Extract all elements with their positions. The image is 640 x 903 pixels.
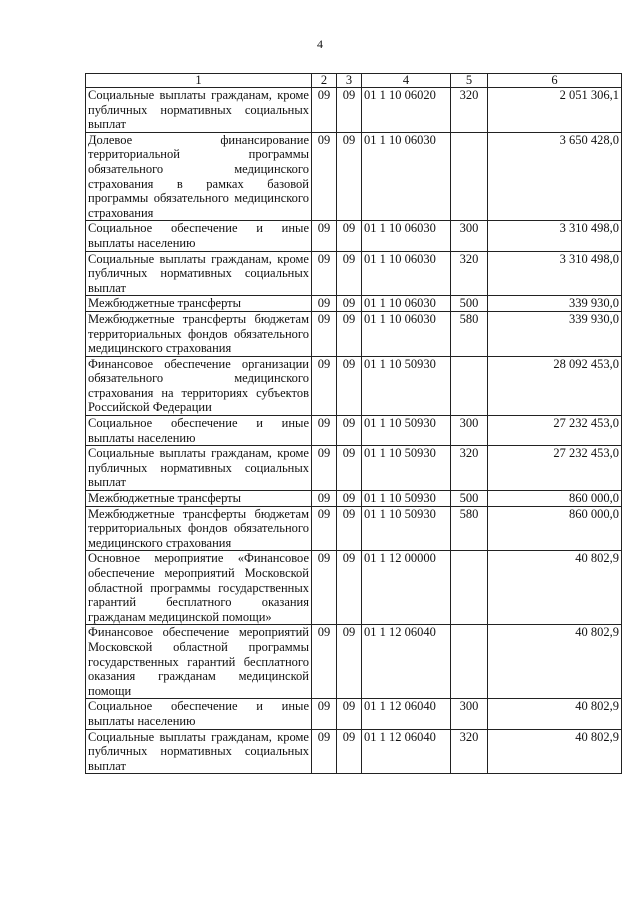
table-row — [86, 729, 622, 774]
table-row — [86, 416, 622, 446]
row-section: 09 — [312, 132, 337, 221]
row-section: 09 — [312, 551, 337, 625]
row-expense-type: 500 — [451, 491, 488, 507]
row-section: 09 — [312, 416, 337, 446]
row-subsection: 09 — [337, 729, 362, 774]
row-section: 09 — [312, 356, 337, 415]
row-amount: 2 051 306,1 — [488, 88, 622, 133]
row-target-code: 01 1 10 06020 — [362, 88, 451, 133]
table-row — [86, 625, 622, 699]
row-target-code: 01 1 10 06030 — [362, 132, 451, 221]
row-name: Долевое финансирование территориальной программы обязательного медицинского страхования в рамках базовой программы обязательного медицинского страхования — [86, 132, 312, 221]
row-amount: 860 000,0 — [488, 506, 622, 551]
row-section: 09 — [312, 699, 337, 729]
row-section: 09 — [312, 491, 337, 507]
row-name: Финансовое обеспечение мероприятий Московской областной программы государственных гарантий бесплатного оказания гражданам медицинской помощи — [86, 625, 312, 699]
row-amount: 3 650 428,0 — [488, 132, 622, 221]
page-number: 4 — [317, 37, 323, 51]
row-expense-type: 580 — [451, 506, 488, 551]
header-col-6: 6 — [488, 74, 622, 88]
row-target-code: 01 1 10 50930 — [362, 416, 451, 446]
row-subsection: 09 — [337, 416, 362, 446]
table-row — [86, 88, 622, 133]
row-section: 09 — [312, 251, 337, 296]
row-subsection: 09 — [337, 132, 362, 221]
row-section: 09 — [312, 446, 337, 491]
row-target-code: 01 1 10 06030 — [362, 251, 451, 296]
row-section: 09 — [312, 221, 337, 251]
row-section: 09 — [312, 625, 337, 699]
table-row — [86, 356, 622, 415]
header-col-1: 1 — [86, 74, 312, 88]
row-expense-type: 500 — [451, 296, 488, 312]
row-expense-type: 300 — [451, 699, 488, 729]
row-target-code: 01 1 10 06030 — [362, 221, 451, 251]
row-target-code: 01 1 12 06040 — [362, 729, 451, 774]
row-expense-type: 320 — [451, 446, 488, 491]
row-amount: 27 232 453,0 — [488, 446, 622, 491]
row-name: Социальные выплаты гражданам, кроме публичных нормативных социальных выплат — [86, 251, 312, 296]
row-subsection: 09 — [337, 491, 362, 507]
row-subsection: 09 — [337, 221, 362, 251]
header-col-2: 2 — [312, 74, 337, 88]
row-target-code: 01 1 12 06040 — [362, 699, 451, 729]
row-subsection: 09 — [337, 296, 362, 312]
row-expense-type — [451, 356, 488, 415]
row-subsection: 09 — [337, 88, 362, 133]
row-amount: 28 092 453,0 — [488, 356, 622, 415]
row-subsection: 09 — [337, 506, 362, 551]
row-target-code: 01 1 10 06030 — [362, 311, 451, 356]
row-section: 09 — [312, 311, 337, 356]
header-col-3: 3 — [337, 74, 362, 88]
header-col-5: 5 — [451, 74, 488, 88]
row-subsection: 09 — [337, 625, 362, 699]
row-name: Межбюджетные трансферты — [86, 296, 312, 312]
row-name: Финансовое обеспечение организации обязательного медицинского страхования на территориях субъектов Российской Федерации — [86, 356, 312, 415]
row-section: 09 — [312, 88, 337, 133]
row-section: 09 — [312, 296, 337, 312]
row-subsection: 09 — [337, 551, 362, 625]
row-amount: 339 930,0 — [488, 311, 622, 356]
table-row — [86, 491, 622, 507]
table-row — [86, 311, 622, 356]
row-amount: 40 802,9 — [488, 551, 622, 625]
header-row — [86, 74, 622, 88]
row-amount: 3 310 498,0 — [488, 221, 622, 251]
row-name: Межбюджетные трансферты бюджетам территориальных фондов обязательного медицинского страхования — [86, 311, 312, 356]
row-name: Социальные выплаты гражданам, кроме публичных нормативных социальных выплат — [86, 729, 312, 774]
row-expense-type: 320 — [451, 251, 488, 296]
table-row — [86, 296, 622, 312]
row-amount: 40 802,9 — [488, 729, 622, 774]
row-target-code: 01 1 10 50930 — [362, 446, 451, 491]
row-name: Межбюджетные трансферты — [86, 491, 312, 507]
row-expense-type — [451, 551, 488, 625]
row-amount: 40 802,9 — [488, 625, 622, 699]
table-row — [86, 551, 622, 625]
row-expense-type: 580 — [451, 311, 488, 356]
row-expense-type: 320 — [451, 729, 488, 774]
row-name: Социальные выплаты гражданам, кроме публичных нормативных социальных выплат — [86, 446, 312, 491]
row-target-code: 01 1 12 00000 — [362, 551, 451, 625]
row-name: Социальное обеспечение и иные выплаты населению — [86, 221, 312, 251]
table-row — [86, 699, 622, 729]
row-amount: 27 232 453,0 — [488, 416, 622, 446]
row-amount: 860 000,0 — [488, 491, 622, 507]
row-target-code: 01 1 12 06040 — [362, 625, 451, 699]
row-section: 09 — [312, 729, 337, 774]
row-name: Основное мероприятие «Финансовое обеспечение мероприятий Московской областной программы государственных гарантий бесплатного оказания гражданам медицинской помощи» — [86, 551, 312, 625]
row-subsection: 09 — [337, 446, 362, 491]
table-row — [86, 221, 622, 251]
row-target-code: 01 1 10 50930 — [362, 491, 451, 507]
row-subsection: 09 — [337, 311, 362, 356]
row-name: Социальные выплаты гражданам, кроме публичных нормативных социальных выплат — [86, 88, 312, 133]
row-expense-type: 300 — [451, 416, 488, 446]
row-name: Социальное обеспечение и иные выплаты населению — [86, 699, 312, 729]
row-name: Межбюджетные трансферты бюджетам территориальных фондов обязательного медицинского страхования — [86, 506, 312, 551]
budget-table — [85, 73, 622, 774]
row-expense-type: 300 — [451, 221, 488, 251]
row-expense-type: 320 — [451, 88, 488, 133]
row-amount: 40 802,9 — [488, 699, 622, 729]
row-amount: 3 310 498,0 — [488, 251, 622, 296]
row-target-code: 01 1 10 50930 — [362, 506, 451, 551]
table-row — [86, 506, 622, 551]
row-section: 09 — [312, 506, 337, 551]
row-name: Социальное обеспечение и иные выплаты населению — [86, 416, 312, 446]
row-expense-type — [451, 132, 488, 221]
row-subsection: 09 — [337, 356, 362, 415]
table-row — [86, 446, 622, 491]
row-subsection: 09 — [337, 251, 362, 296]
row-target-code: 01 1 10 06030 — [362, 296, 451, 312]
table-row — [86, 132, 622, 221]
row-target-code: 01 1 10 50930 — [362, 356, 451, 415]
table-row — [86, 251, 622, 296]
row-amount: 339 930,0 — [488, 296, 622, 312]
row-expense-type — [451, 625, 488, 699]
header-col-4: 4 — [362, 74, 451, 88]
row-subsection: 09 — [337, 699, 362, 729]
